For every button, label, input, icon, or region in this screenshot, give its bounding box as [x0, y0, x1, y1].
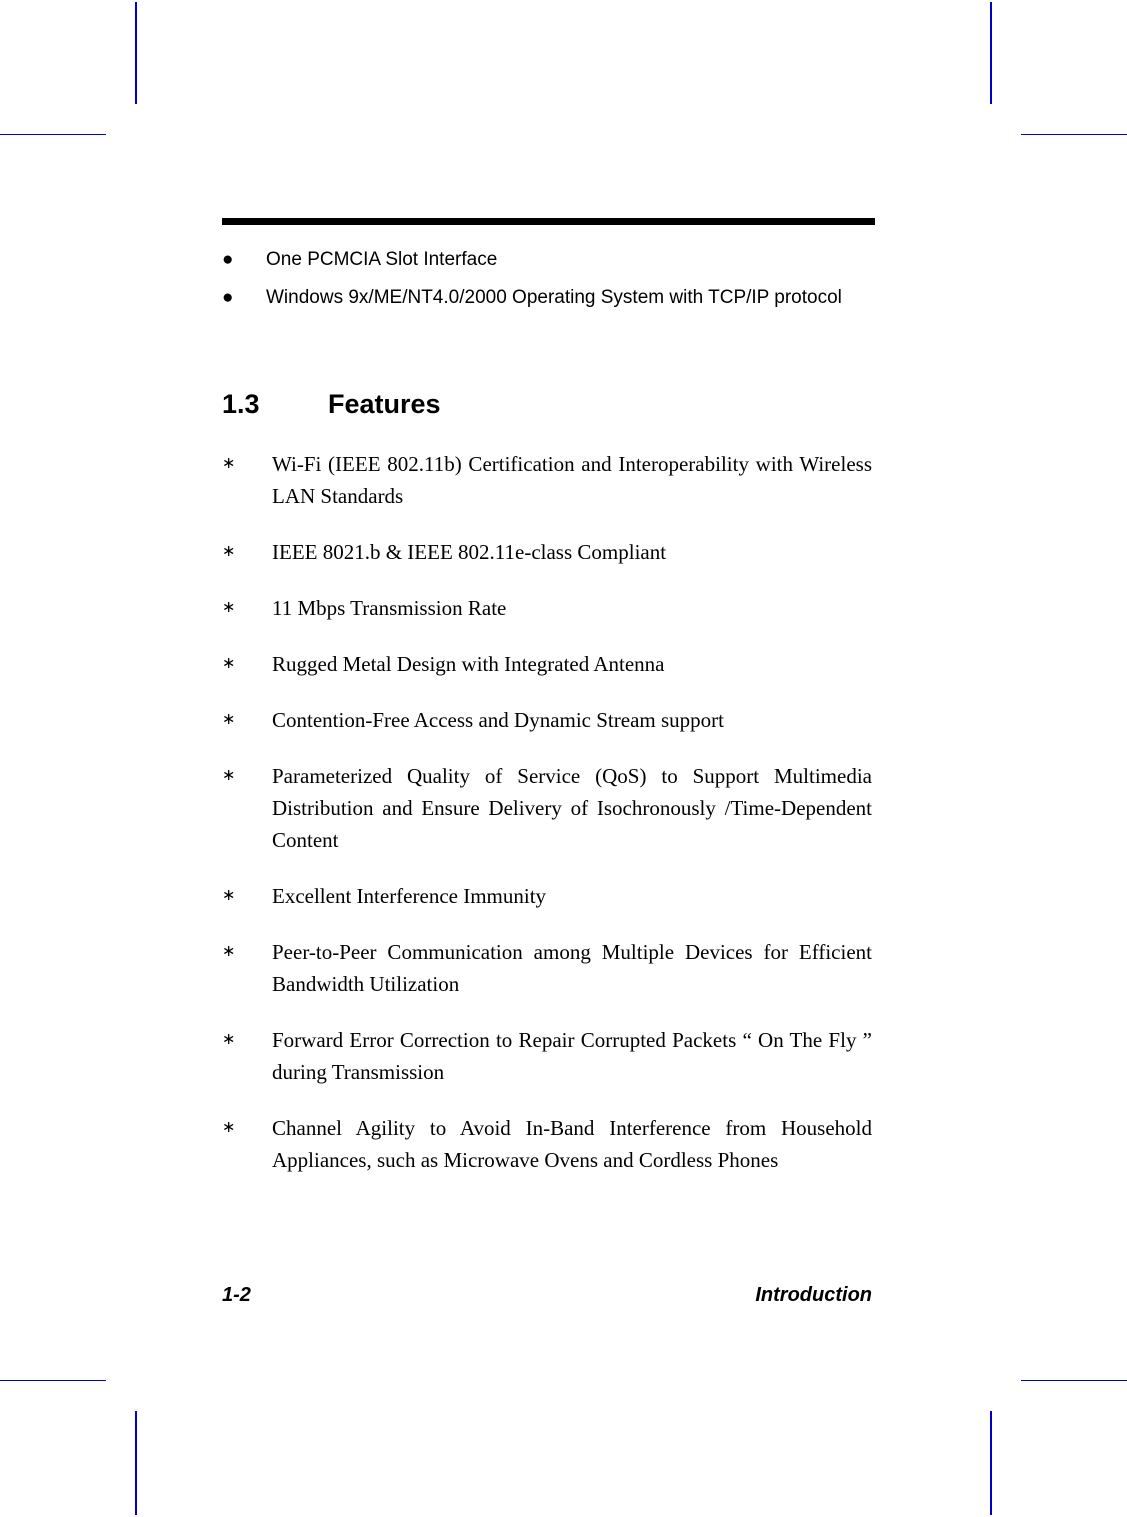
- section-number: 1.3: [222, 389, 260, 419]
- feature-item: [222, 448, 872, 512]
- bullet-icon: ●: [222, 249, 234, 270]
- asterisk-bullet-icon: ∗: [222, 599, 236, 616]
- feature-text: Rugged Metal Design with Integrated Antenna: [272, 652, 665, 676]
- crop-mark-top-right-horizontal: [1021, 134, 1127, 135]
- feature-text: Parameterized Quality of Service (QoS) to Support Multimedia Distribution and Ensure Delivery of Isochronously /Time-Dependent Content: [272, 764, 872, 852]
- asterisk-bullet-icon: ∗: [222, 767, 236, 784]
- header-rule: [222, 218, 875, 225]
- requirements-list: [222, 248, 872, 310]
- chapter-title: Introduction: [755, 1284, 872, 1306]
- feature-item: [222, 760, 872, 856]
- crop-mark-top-left-horizontal: [0, 134, 106, 135]
- feature-item: [222, 536, 872, 568]
- feature-text: 11 Mbps Transmission Rate: [272, 596, 507, 620]
- asterisk-bullet-icon: ∗: [222, 943, 236, 960]
- crop-mark-bottom-left-vertical: [135, 1411, 137, 1515]
- asterisk-bullet-icon: ∗: [222, 711, 236, 728]
- feature-item: [222, 592, 872, 624]
- feature-text: Contention-Free Access and Dynamic Stream support: [272, 708, 724, 732]
- asterisk-bullet-icon: ∗: [222, 455, 236, 472]
- section-heading: [222, 386, 441, 422]
- features-list: [222, 448, 872, 1200]
- feature-item: [222, 880, 872, 912]
- crop-mark-bottom-right-vertical: [990, 1411, 992, 1515]
- asterisk-bullet-icon: ∗: [222, 1119, 236, 1136]
- feature-text: Excellent Interference Immunity: [272, 884, 547, 908]
- feature-item: [222, 648, 872, 680]
- asterisk-bullet-icon: ∗: [222, 655, 236, 672]
- bullet-icon: ●: [222, 287, 234, 308]
- page-number: 1-2: [222, 1284, 251, 1306]
- feature-text: Wi-Fi (IEEE 802.11b) Certification and Interoperability with Wireless LAN Standards: [272, 452, 872, 508]
- crop-mark-top-right-vertical: [990, 2, 992, 104]
- feature-item: [222, 1024, 872, 1088]
- feature-item: [222, 936, 872, 1000]
- crop-mark-bottom-left-horizontal: [0, 1380, 106, 1381]
- crop-mark-top-left-vertical: [135, 2, 137, 104]
- requirement-text: Windows 9x/ME/NT4.0/2000 Operating System with TCP/IP protocol: [266, 287, 842, 308]
- requirement-item: [222, 248, 872, 272]
- asterisk-bullet-icon: ∗: [222, 1031, 236, 1048]
- requirement-text: One PCMCIA Slot Interface: [266, 249, 498, 270]
- asterisk-bullet-icon: ∗: [222, 887, 236, 904]
- feature-text: IEEE 8021.b & IEEE 802.11e-class Compliant: [272, 540, 667, 564]
- requirement-item: [222, 286, 872, 310]
- feature-item: [222, 704, 872, 736]
- feature-text: Peer-to-Peer Communication among Multiple Devices for Efficient Bandwidth Utilization: [272, 940, 872, 996]
- feature-item: [222, 1112, 872, 1176]
- crop-mark-bottom-right-horizontal: [1021, 1380, 1127, 1381]
- asterisk-bullet-icon: ∗: [222, 543, 236, 560]
- feature-text: Forward Error Correction to Repair Corrupted Packets “ On The Fly ” during Transmission: [272, 1028, 872, 1084]
- feature-text: Channel Agility to Avoid In-Band Interference from Household Appliances, such as Microwave Ovens and Cordless Phones: [272, 1116, 872, 1172]
- section-title: Features: [328, 389, 441, 419]
